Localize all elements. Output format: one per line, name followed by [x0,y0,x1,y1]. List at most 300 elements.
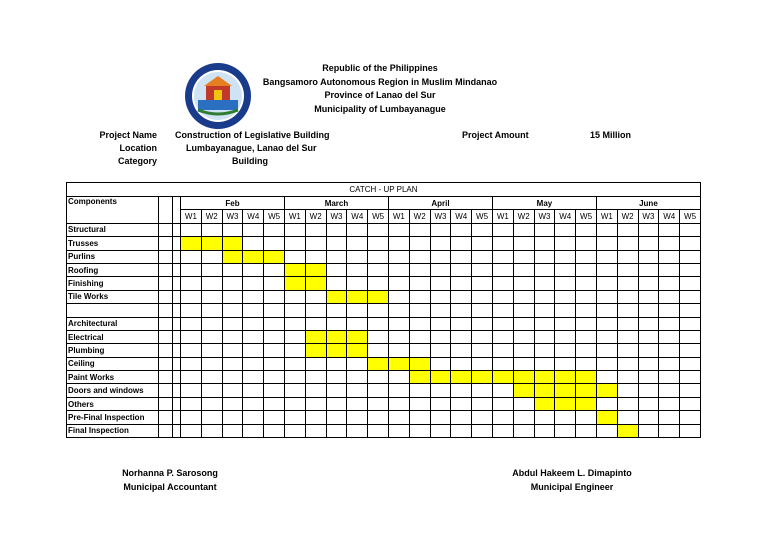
week-cell [576,317,597,330]
week-header: W2 [305,210,326,223]
week-cell [659,397,680,410]
document-header [240,62,520,116]
week-cell [617,317,638,330]
week-cell [492,357,513,370]
components-header: Components [67,197,159,224]
week-cell [472,397,493,410]
scheduled-week-cell [472,371,493,384]
scheduled-week-cell [596,411,617,424]
week-cell [513,317,534,330]
week-cell [534,263,555,276]
week-cell [181,330,202,343]
week-cell [222,344,243,357]
week-cell [368,397,389,410]
week-cell [243,384,264,397]
week-header: W5 [368,210,389,223]
week-cell [576,237,597,250]
week-cell [638,277,659,290]
table-row [67,357,701,370]
week-cell [201,304,222,317]
week-cell [284,223,305,236]
scheduled-week-cell [326,290,347,303]
week-cell [284,384,305,397]
scheduled-week-cell [617,424,638,437]
week-cell [576,277,597,290]
week-cell [555,330,576,343]
week-cell [368,263,389,276]
spacer-cell [173,237,181,250]
week-cell [638,411,659,424]
week-cell [659,344,680,357]
week-cell [617,384,638,397]
week-cell [201,384,222,397]
week-cell [659,237,680,250]
week-cell [347,384,368,397]
component-label: Electrical [67,330,159,343]
week-cell [492,237,513,250]
week-header: W1 [388,210,409,223]
week-cell [181,277,202,290]
week-cell [492,304,513,317]
week-header: W4 [555,210,576,223]
week-cell [264,237,285,250]
scheduled-week-cell [326,344,347,357]
catch-up-plan-table [66,182,701,438]
scheduled-week-cell [243,250,264,263]
week-cell [617,277,638,290]
week-cell [243,397,264,410]
week-cell [305,304,326,317]
location-value: Lumbayanague, Lanao del Sur [186,143,317,153]
week-cell [513,397,534,410]
week-cell [243,424,264,437]
week-cell [181,290,202,303]
spacer-cell [159,304,173,317]
week-cell [492,277,513,290]
week-cell [534,411,555,424]
week-cell [243,223,264,236]
week-cell [201,397,222,410]
scheduled-week-cell [347,290,368,303]
week-cell [181,223,202,236]
week-cell [451,317,472,330]
week-cell [264,330,285,343]
week-cell [201,371,222,384]
spacer-cell [159,250,173,263]
week-cell [222,317,243,330]
week-cell [430,304,451,317]
week-cell [388,263,409,276]
week-cell [243,304,264,317]
week-cell [659,250,680,263]
week-header: W3 [326,210,347,223]
week-cell [513,277,534,290]
table-row [67,277,701,290]
week-cell [243,344,264,357]
week-cell [430,384,451,397]
week-cell [305,357,326,370]
signatory-name: Norhanna P. Sarosong [122,468,218,478]
scheduled-week-cell [347,330,368,343]
week-cell [368,424,389,437]
week-cell [659,384,680,397]
week-header: W4 [451,210,472,223]
week-cell [680,397,701,410]
spacer-cell [173,330,181,343]
week-cell [617,357,638,370]
week-cell [430,357,451,370]
week-cell [451,304,472,317]
component-label: Purlins [67,250,159,263]
week-cell [659,223,680,236]
signatory-accountant [105,466,235,494]
signatory-title: Municipal Accountant [123,482,217,492]
scheduled-week-cell [576,397,597,410]
week-cell [201,317,222,330]
week-cell [409,411,430,424]
week-cell [264,277,285,290]
week-cell [305,223,326,236]
scheduled-week-cell [388,357,409,370]
week-cell [576,424,597,437]
week-cell [409,237,430,250]
week-cell [201,330,222,343]
week-cell [638,263,659,276]
week-cell [659,371,680,384]
table-row [67,330,701,343]
spacer-cell [159,290,173,303]
week-cell [430,411,451,424]
week-cell [659,263,680,276]
week-cell [284,290,305,303]
week-cell [492,384,513,397]
week-cell [326,424,347,437]
scheduled-week-cell [409,371,430,384]
week-cell [368,277,389,290]
week-cell [659,330,680,343]
week-cell [181,357,202,370]
week-cell [451,411,472,424]
week-cell [638,371,659,384]
week-cell [472,357,493,370]
spacer-cell [159,277,173,290]
week-header: W4 [347,210,368,223]
week-cell [201,290,222,303]
week-cell [534,317,555,330]
week-cell [264,344,285,357]
week-cell [368,371,389,384]
week-cell [472,290,493,303]
spacer-cell [159,384,173,397]
week-cell [264,397,285,410]
week-cell [368,411,389,424]
week-cell [201,357,222,370]
category-value: Building [232,156,268,166]
component-label [67,304,159,317]
week-cell [409,384,430,397]
week-cell [513,330,534,343]
project-amount-label: Project Amount [462,130,529,140]
week-cell [284,304,305,317]
week-cell [555,263,576,276]
week-header: W5 [264,210,285,223]
spacer-cell [159,357,173,370]
week-cell [409,317,430,330]
component-label: Structural [67,223,159,236]
header-line-4: Municipality of Lumbayanague [314,103,446,114]
week-cell [388,250,409,263]
week-cell [326,357,347,370]
week-cell [409,250,430,263]
table-row [67,263,701,276]
week-cell [492,411,513,424]
week-cell [659,277,680,290]
week-cell [284,424,305,437]
spacer-cell [173,371,181,384]
week-cell [576,330,597,343]
week-cell [181,304,202,317]
week-cell [576,304,597,317]
week-cell [430,223,451,236]
week-cell [617,250,638,263]
week-cell [555,357,576,370]
week-cell [305,317,326,330]
week-cell [472,411,493,424]
scheduled-week-cell [513,371,534,384]
week-cell [305,371,326,384]
table-row [67,384,701,397]
week-cell [638,250,659,263]
week-cell [596,250,617,263]
week-cell [284,237,305,250]
week-cell [596,344,617,357]
week-header: W3 [430,210,451,223]
week-cell [472,317,493,330]
week-cell [264,304,285,317]
week-cell [181,344,202,357]
week-cell [305,384,326,397]
week-cell [368,384,389,397]
week-header: W2 [201,210,222,223]
week-cell [596,357,617,370]
scheduled-week-cell [284,277,305,290]
spacer-cell [173,397,181,410]
week-cell [388,304,409,317]
week-cell [534,424,555,437]
week-cell [638,223,659,236]
scheduled-week-cell [492,371,513,384]
week-cell [451,223,472,236]
week-cell [638,384,659,397]
week-cell [680,277,701,290]
week-cell [243,357,264,370]
scheduled-week-cell [326,330,347,343]
week-cell [472,223,493,236]
week-cell [659,290,680,303]
week-cell [472,304,493,317]
week-cell [534,223,555,236]
week-cell [222,424,243,437]
week-cell [555,344,576,357]
table-row [67,250,701,263]
component-label: Architectural [67,317,159,330]
week-cell [451,263,472,276]
week-header: W5 [472,210,493,223]
scheduled-week-cell [451,371,472,384]
week-cell [305,250,326,263]
week-cell [555,424,576,437]
month-header: March [284,197,388,210]
week-cell [284,371,305,384]
week-cell [264,424,285,437]
week-header: W4 [243,210,264,223]
week-cell [492,290,513,303]
header-line-2: Bangsamoro Autonomous Region in Muslim Mindanao [262,76,498,87]
week-cell [596,277,617,290]
week-cell [264,223,285,236]
week-header: W2 [617,210,638,223]
table-row [67,223,701,236]
week-cell [409,277,430,290]
spacer-cell [159,397,173,410]
week-cell [430,424,451,437]
week-cell [388,424,409,437]
spacer-cell [173,277,181,290]
table-row [67,371,701,384]
week-cell [409,263,430,276]
week-cell [409,397,430,410]
week-header: W2 [409,210,430,223]
week-header: W3 [534,210,555,223]
week-cell [472,424,493,437]
week-cell [243,237,264,250]
week-header: W3 [222,210,243,223]
component-label: Paint Works [67,371,159,384]
week-header: W5 [680,210,701,223]
week-cell [576,357,597,370]
week-cell [326,411,347,424]
week-cell [222,397,243,410]
week-cell [555,411,576,424]
week-cell [472,277,493,290]
week-cell [617,330,638,343]
week-cell [680,357,701,370]
week-cell [576,290,597,303]
week-cell [596,424,617,437]
week-cell [680,290,701,303]
week-cell [243,277,264,290]
week-cell [181,371,202,384]
week-cell [264,263,285,276]
week-cell [638,357,659,370]
scheduled-week-cell [305,263,326,276]
component-label: Others [67,397,159,410]
week-cell [680,330,701,343]
table-row [67,317,701,330]
week-cell [534,237,555,250]
month-header: April [388,197,492,210]
week-cell [430,290,451,303]
spacer-cell [173,424,181,437]
week-cell [513,263,534,276]
week-cell [576,250,597,263]
spacer-cell [159,237,173,250]
table-row [67,304,701,317]
week-cell [368,317,389,330]
component-label: Tile Works [67,290,159,303]
week-header: W3 [638,210,659,223]
week-cell [243,411,264,424]
week-cell [555,277,576,290]
month-header: Feb [181,197,285,210]
scheduled-week-cell [305,277,326,290]
scheduled-week-cell [576,371,597,384]
week-cell [222,277,243,290]
week-cell [492,397,513,410]
week-cell [222,330,243,343]
week-cell [347,237,368,250]
project-name-label: Project Name [99,130,157,140]
week-cell [534,290,555,303]
week-cell [181,397,202,410]
week-cell [680,237,701,250]
week-cell [388,384,409,397]
week-cell [513,290,534,303]
week-cell [284,344,305,357]
component-label: Final Inspection [67,424,159,437]
week-cell [409,223,430,236]
week-cell [451,357,472,370]
week-cell [451,344,472,357]
spacer-cell [173,411,181,424]
week-cell [472,237,493,250]
signatory-engineer [492,466,652,494]
week-cell [451,250,472,263]
week-cell [430,344,451,357]
week-cell [430,250,451,263]
spacer-cell [159,330,173,343]
plan-title: CATCH - UP PLAN [67,183,701,197]
week-cell [576,411,597,424]
week-cell [326,263,347,276]
week-cell [388,411,409,424]
week-cell [222,411,243,424]
week-cell [430,263,451,276]
week-cell [243,263,264,276]
week-cell [347,371,368,384]
week-cell [368,250,389,263]
week-cell [409,304,430,317]
week-cell [617,263,638,276]
week-cell [326,223,347,236]
week-cell [617,290,638,303]
table-row [67,424,701,437]
week-cell [576,344,597,357]
week-cell [451,384,472,397]
week-cell [222,357,243,370]
week-cell [201,424,222,437]
spacer-cell [173,223,181,236]
week-cell [555,304,576,317]
component-label: Plumbing [67,344,159,357]
week-cell [430,237,451,250]
week-header: W5 [576,210,597,223]
week-cell [181,424,202,437]
week-cell [596,263,617,276]
week-cell [388,317,409,330]
week-cell [409,344,430,357]
week-cell [659,317,680,330]
